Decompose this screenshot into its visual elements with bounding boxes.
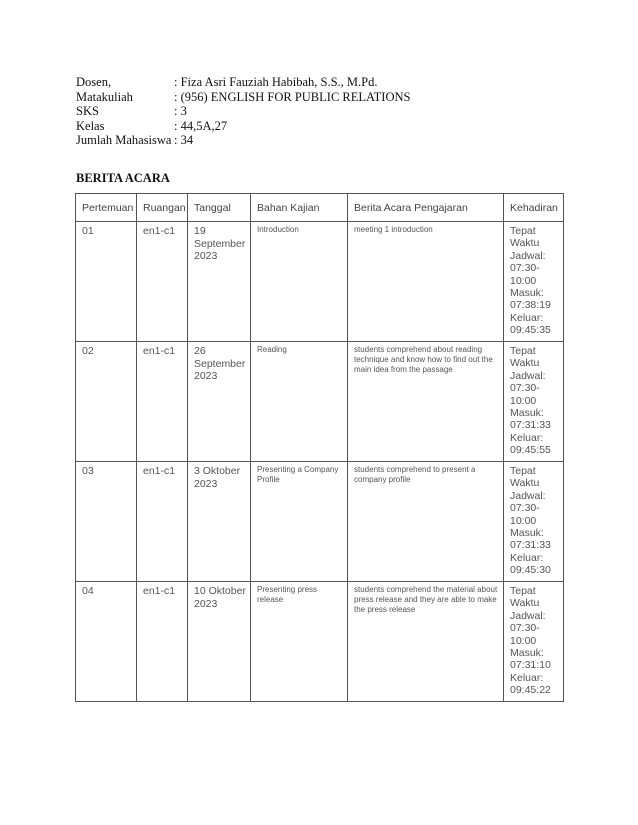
info-value: : (956) ENGLISH FOR PUBLIC RELATIONS	[174, 89, 411, 104]
cell-bahan-kajian: Reading	[251, 342, 348, 462]
section-title: BERITA ACARA	[76, 171, 170, 185]
cell-tanggal: 19 September 2023	[188, 222, 251, 342]
cell-tanggal: 3 Oktober 2023	[188, 462, 251, 582]
info-label: Kelas	[76, 118, 105, 133]
berita-acara-table	[75, 193, 564, 702]
info-row-dosen	[76, 75, 410, 90]
info-value: : 3	[174, 104, 187, 118]
table-row	[76, 582, 564, 702]
column-header-ruangan: Ruangan	[137, 194, 188, 222]
cell-pertemuan: 02	[76, 342, 137, 462]
column-header-kehadiran: Kehadiran	[504, 194, 564, 222]
column-header-tanggal: Tanggal	[188, 194, 251, 222]
cell-berita-acara: meeting 1 introduction	[348, 222, 504, 342]
cell-ruangan: en1-c1	[137, 342, 188, 462]
table-row	[76, 462, 564, 582]
table-row	[76, 342, 564, 462]
cell-ruangan: en1-c1	[137, 222, 188, 342]
info-row-sks	[76, 104, 410, 119]
cell-pertemuan: 03	[76, 462, 137, 582]
info-row-jumlah-mahasiswa	[76, 133, 410, 148]
cell-kehadiran: Tepat Waktu Jadwal: 07:30- 10:00 Masuk: 07:31:33 Keluar: 09:45:55	[504, 342, 564, 462]
cell-kehadiran: Tepat Waktu Jadwal: 07:30- 10:00 Masuk: 07:31:33 Keluar: 09:45:30	[504, 462, 564, 582]
info-value: : 44,5A,27	[174, 118, 228, 133]
cell-kehadiran: Tepat Waktu Jadwal: 07:30- 10:00 Masuk: 07:38:19 Keluar: 09:45:35	[504, 222, 564, 342]
table-header-row	[76, 194, 564, 222]
cell-tanggal: 10 Oktober 2023	[188, 582, 251, 702]
cell-berita-acara: students comprehend to present a company profile	[348, 462, 504, 582]
cell-berita-acara: students comprehend the material about press release and they are able to make the press release	[348, 582, 504, 702]
cell-berita-acara: students comprehend about reading technique and know how to find out the main idea from the passage	[348, 342, 504, 462]
cell-tanggal: 26 September 2023	[188, 342, 251, 462]
cell-bahan-kajian: Introduction	[251, 222, 348, 342]
info-label: Jumlah Mahasiswa	[76, 133, 172, 147]
column-header-berita-acara: Berita Acara Pengajaran	[348, 194, 504, 222]
column-header-pertemuan: Pertemuan	[76, 194, 137, 222]
info-label: SKS	[76, 104, 99, 118]
cell-bahan-kajian: Presenting a Company Profile	[251, 462, 348, 582]
info-row-matakuliah	[76, 90, 410, 105]
cell-pertemuan: 01	[76, 222, 137, 342]
course-info	[76, 75, 410, 148]
cell-bahan-kajian: Presenting press release	[251, 582, 348, 702]
cell-ruangan: en1-c1	[137, 462, 188, 582]
info-label: Dosen,	[76, 75, 112, 89]
info-row-kelas	[76, 119, 410, 134]
info-value: : 34	[174, 133, 194, 147]
table-row	[76, 222, 564, 342]
cell-kehadiran: Tepat Waktu Jadwal: 07:30- 10:00 Masuk: 07:31:10 Keluar: 09:45:22	[504, 582, 564, 702]
cell-pertemuan: 04	[76, 582, 137, 702]
info-value: : Fiza Asri Fauziah Habibah, S.S., M.Pd.	[174, 75, 378, 89]
cell-ruangan: en1-c1	[137, 582, 188, 702]
column-header-bahan-kajian: Bahan Kajian	[251, 194, 348, 222]
info-label: Matakuliah	[76, 89, 133, 104]
